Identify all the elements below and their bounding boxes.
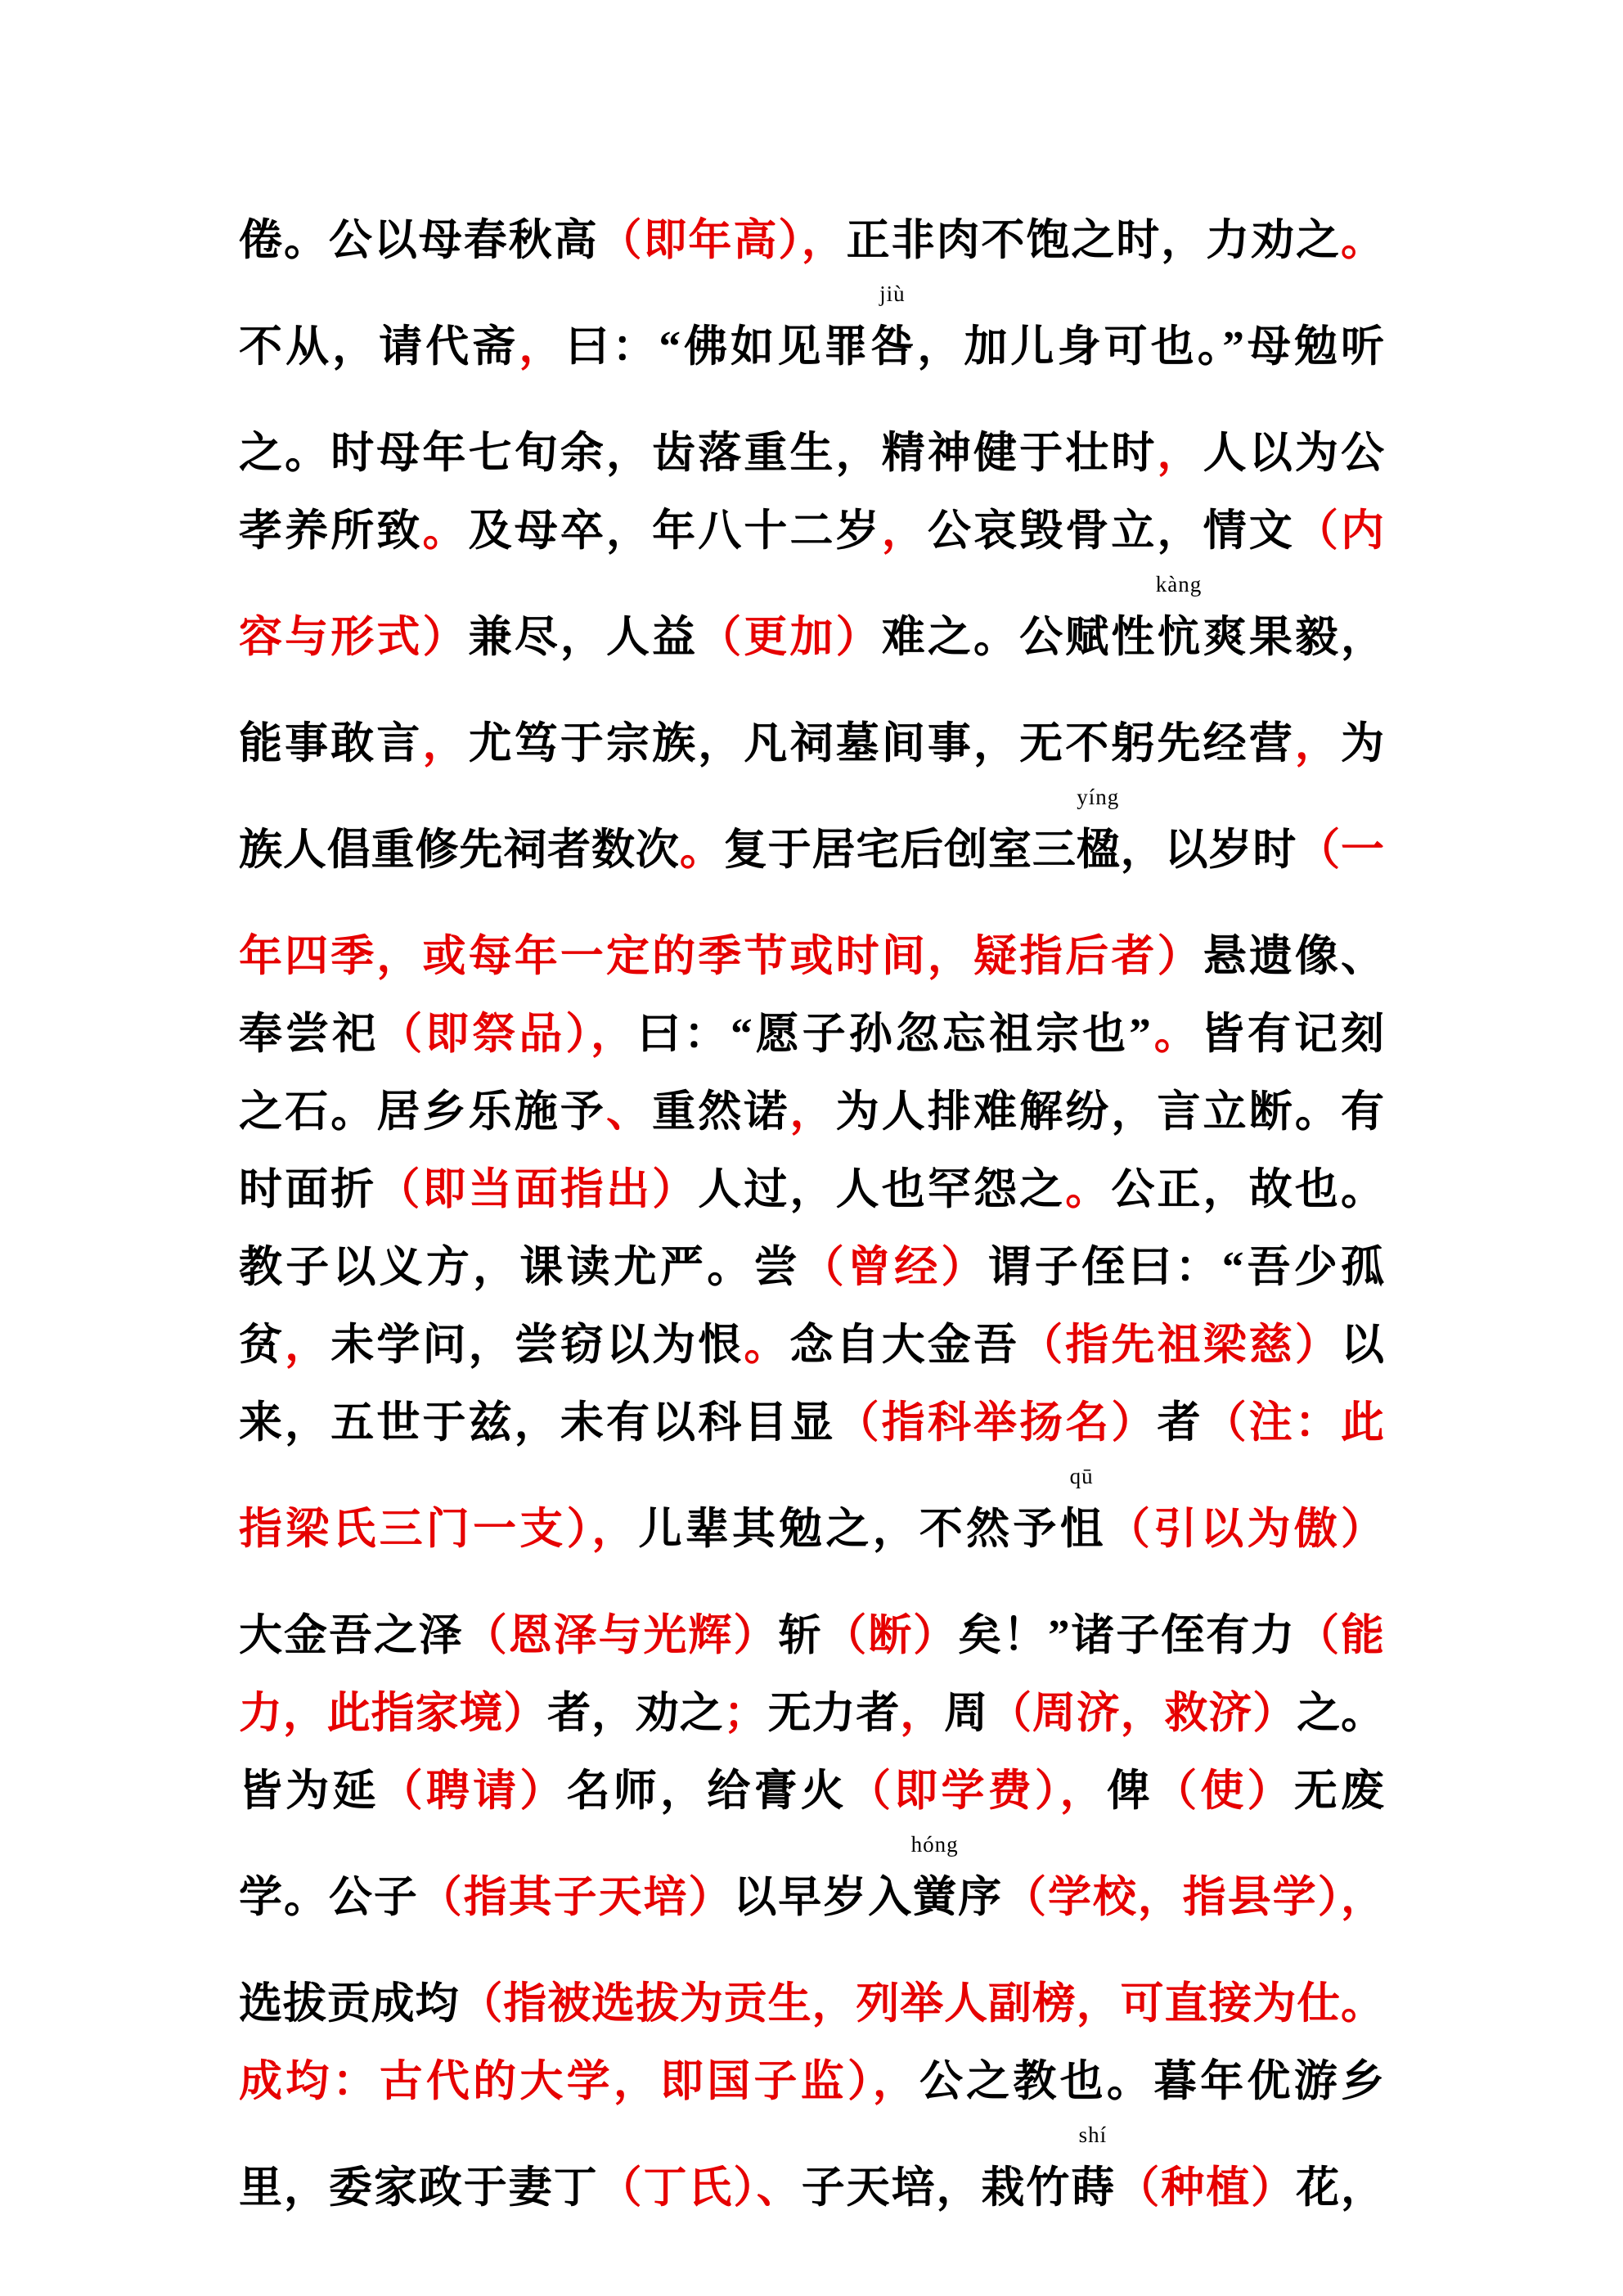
text-line: [239, 1597, 1384, 1675]
ruby-base-char: 黉: [913, 1874, 957, 1921]
annotation-text: （断）: [823, 1612, 959, 1659]
body-text: 以早岁入: [733, 1874, 914, 1921]
annotation-text: （恩泽与光辉）: [463, 1612, 779, 1659]
text-line: [239, 280, 1384, 415]
annotation-text: 成均：古代的大学，即国子监），: [239, 2058, 919, 2105]
body-text: 人过，人也罕怨之: [698, 1166, 1066, 1213]
body-text: 者，劝之: [547, 1690, 724, 1737]
body-text: 序: [956, 1874, 1004, 1921]
annotation-text: （即学费），: [847, 1767, 1107, 1815]
body-text: 曰：“愿子孙忽忘祖宗也”: [637, 1011, 1151, 1058]
annotation-text: （内: [1294, 507, 1384, 555]
annotation-text: （丁氏）、: [598, 2164, 802, 2212]
annotation-text: 。: [1065, 1166, 1112, 1213]
annotation-text: 容与形式）: [239, 614, 469, 661]
pinyin-annotation: jiù: [879, 281, 906, 306]
annotation-text: ，: [285, 1321, 331, 1369]
body-text: 复于居宅后创室三: [723, 826, 1077, 874]
ruby-annotated-char: [1076, 785, 1120, 889]
annotation-text: （使）: [1153, 1767, 1294, 1815]
pinyin-annotation: shí: [1078, 2123, 1108, 2147]
annotation-text: 。: [744, 1321, 790, 1369]
body-text: 皆有记刻: [1200, 1011, 1385, 1058]
body-text: 重然诺: [652, 1088, 790, 1136]
body-text: 里，委家政于妻丁: [239, 2164, 599, 2212]
ruby-annotated-char: [1059, 1464, 1104, 1569]
annotation-text: （指先祖梁慈）: [1019, 1321, 1341, 1369]
text-line: [239, 918, 1384, 996]
annotation-text: 指梁氏三门一支），: [239, 1506, 639, 1553]
annotation-text: （注：此: [1203, 1399, 1384, 1447]
annotation-text: （曾经）: [800, 1244, 988, 1291]
body-text: 皆为延: [239, 1767, 380, 1815]
body-text: 斩: [778, 1612, 824, 1659]
body-text: 之。时母年七旬余，齿落重生，精神健于壮时: [239, 430, 1158, 477]
text-line: [239, 202, 1384, 280]
annotation-text: （聘请）: [379, 1767, 567, 1815]
ruby-base-char: 楹: [1076, 826, 1120, 874]
text-line: [239, 996, 1384, 1074]
body-text: 公正，故也。: [1111, 1166, 1384, 1213]
body-text: 族人倡重修先祠者数次: [239, 826, 680, 874]
annotation-text: 力，此指家境）: [239, 1690, 548, 1737]
annotation-text: （种植）: [1114, 2164, 1297, 2212]
pinyin-annotation: yíng: [1077, 785, 1120, 809]
text-line: [239, 1151, 1384, 1229]
body-text: 周: [944, 1690, 989, 1737]
body-text: 兼尽，人益: [468, 614, 699, 661]
body-text: 及母卒，年八十二岁: [468, 507, 882, 555]
body-text: 花，: [1296, 2164, 1385, 2212]
ruby-base-char: 咎: [870, 323, 915, 371]
annotation-text: 、: [606, 1088, 653, 1136]
annotation-text: ；: [723, 1690, 767, 1737]
body-text: 能事敢言: [239, 720, 423, 768]
annotation-text: ，: [1294, 720, 1341, 768]
annotation-text: ，: [1157, 430, 1203, 477]
body-text: 悬遗像、: [1203, 933, 1384, 980]
text-line: [239, 415, 1384, 493]
body-text: 贫: [239, 1321, 285, 1369]
annotation-text: ，: [422, 720, 469, 768]
text-line: [239, 1753, 1384, 1830]
body-text: 爽果毅，: [1200, 614, 1384, 661]
body-text: 子天培，栽竹: [801, 2164, 1072, 2212]
ruby-base-char: 蒔: [1071, 2164, 1115, 2212]
ruby-annotated-char: [1155, 572, 1203, 677]
body-text: 者: [1157, 1399, 1203, 1447]
ruby-annotated-char: [910, 1832, 959, 1937]
text-line: [239, 1830, 1384, 1965]
text-line: [239, 1074, 1384, 1151]
document-lines: [239, 202, 1384, 2256]
annotation-text: （学校，指县学），: [1003, 1874, 1385, 1921]
body-text: 选拔贡成均: [239, 1980, 460, 2028]
text-line: [239, 2121, 1384, 2256]
body-text: 无力者: [767, 1690, 901, 1737]
text-line: [239, 783, 1384, 918]
body-text: 公哀毁骨立，情文: [927, 507, 1295, 555]
body-text: 俾: [1106, 1767, 1154, 1815]
body-text: 正非肉不饱之时，力劝之: [846, 217, 1342, 264]
annotation-text: ，: [789, 1088, 836, 1136]
body-text: 曰：“佛如见罪: [565, 323, 871, 371]
body-text: 为: [1341, 720, 1384, 768]
body-text: 来，五世于兹，未有以科目显: [239, 1399, 836, 1447]
text-line: [239, 1462, 1384, 1597]
body-text: 学。公子: [239, 1874, 419, 1921]
body-text: 大金吾之泽: [239, 1612, 464, 1659]
body-text: 念自大金吾: [789, 1321, 1020, 1369]
body-text: 倦。公以母春秋高: [239, 217, 599, 264]
annotation-text: （即当面指出）: [376, 1166, 699, 1213]
annotation-text: 。: [422, 507, 469, 555]
text-line: [239, 1384, 1384, 1462]
body-text: 之石。居乡乐施予: [239, 1088, 606, 1136]
annotation-text: （即年高），: [598, 217, 847, 264]
body-text: 未学问，尝窃以为恨: [330, 1321, 744, 1369]
body-text: 以: [1341, 1321, 1384, 1369]
ruby-base-char: 忼: [1157, 614, 1201, 661]
ruby-annotated-char: [1071, 2123, 1115, 2227]
body-text: 儿辈其勉之，不然予: [638, 1506, 1060, 1553]
annotation-text: （指其子天培）: [418, 1874, 734, 1921]
annotation-text: 。: [1341, 217, 1385, 264]
body-text: 公之教也。暮年优游乡: [919, 2058, 1384, 2105]
body-text: 无废: [1293, 1767, 1385, 1815]
annotation-text: （指被选拔为贡生，列举人副榜，可直接为仕。: [459, 1980, 1385, 2028]
annotation-text: ，: [881, 507, 928, 555]
body-text: 时面折: [239, 1166, 377, 1213]
annotation-text: （更加）: [698, 614, 882, 661]
body-text: 谓子侄曰：“吾少孤: [987, 1244, 1385, 1291]
text-line: [239, 570, 1384, 705]
pinyin-annotation: hóng: [910, 1832, 959, 1857]
annotation-text: （引以为傲）: [1103, 1506, 1384, 1553]
body-text: 奉尝祀: [239, 1011, 380, 1058]
ruby-base-char: 怚: [1059, 1506, 1104, 1553]
annotation-text: ，: [519, 323, 566, 371]
body-text: 难之。公赋性: [881, 614, 1158, 661]
annotation-text: （一: [1297, 826, 1385, 874]
body-text: 人以为公: [1203, 430, 1384, 477]
annotation-text: （指科举扬名）: [835, 1399, 1158, 1447]
annotation-text: （即祭品），: [379, 1011, 638, 1058]
body-text: 之。: [1297, 1690, 1385, 1737]
body-text: 矣！”诸子侄有力: [958, 1612, 1297, 1659]
text-line: [239, 705, 1384, 783]
ruby-annotated-char: [870, 281, 915, 386]
annotation-text: 。: [679, 826, 724, 874]
body-text: 名师，给膏火: [566, 1767, 847, 1815]
body-text: ，加儿身可也。”母勉听: [914, 323, 1385, 371]
text-line: [239, 2043, 1384, 2121]
text-line: [239, 1229, 1384, 1307]
annotation-text: 。: [1150, 1011, 1201, 1058]
annotation-text: ，: [900, 1690, 945, 1737]
text-line: [239, 1965, 1384, 2043]
pinyin-annotation: qū: [1069, 1464, 1094, 1488]
annotation-text: 年四季，或每年一定的季节或时间，疑指后者）: [239, 933, 1203, 980]
body-text: 孝养所致: [239, 507, 423, 555]
body-text: 为人排难解纷，言立断。有: [835, 1088, 1384, 1136]
body-text: 教子以义方，课读尤严。尝: [239, 1244, 801, 1291]
text-line: [239, 1307, 1384, 1384]
text-line: [239, 1675, 1384, 1753]
annotation-text: （周济，救济）: [988, 1690, 1297, 1737]
body-text: 不从，请代斋: [239, 323, 519, 371]
pinyin-annotation: kàng: [1155, 572, 1203, 597]
body-text: ，以岁时: [1119, 826, 1297, 874]
body-text: 尤笃于宗族，凡祠墓间事，无不躬先经营: [468, 720, 1295, 768]
annotation-text: （能: [1296, 1612, 1385, 1659]
text-line: [239, 493, 1384, 570]
